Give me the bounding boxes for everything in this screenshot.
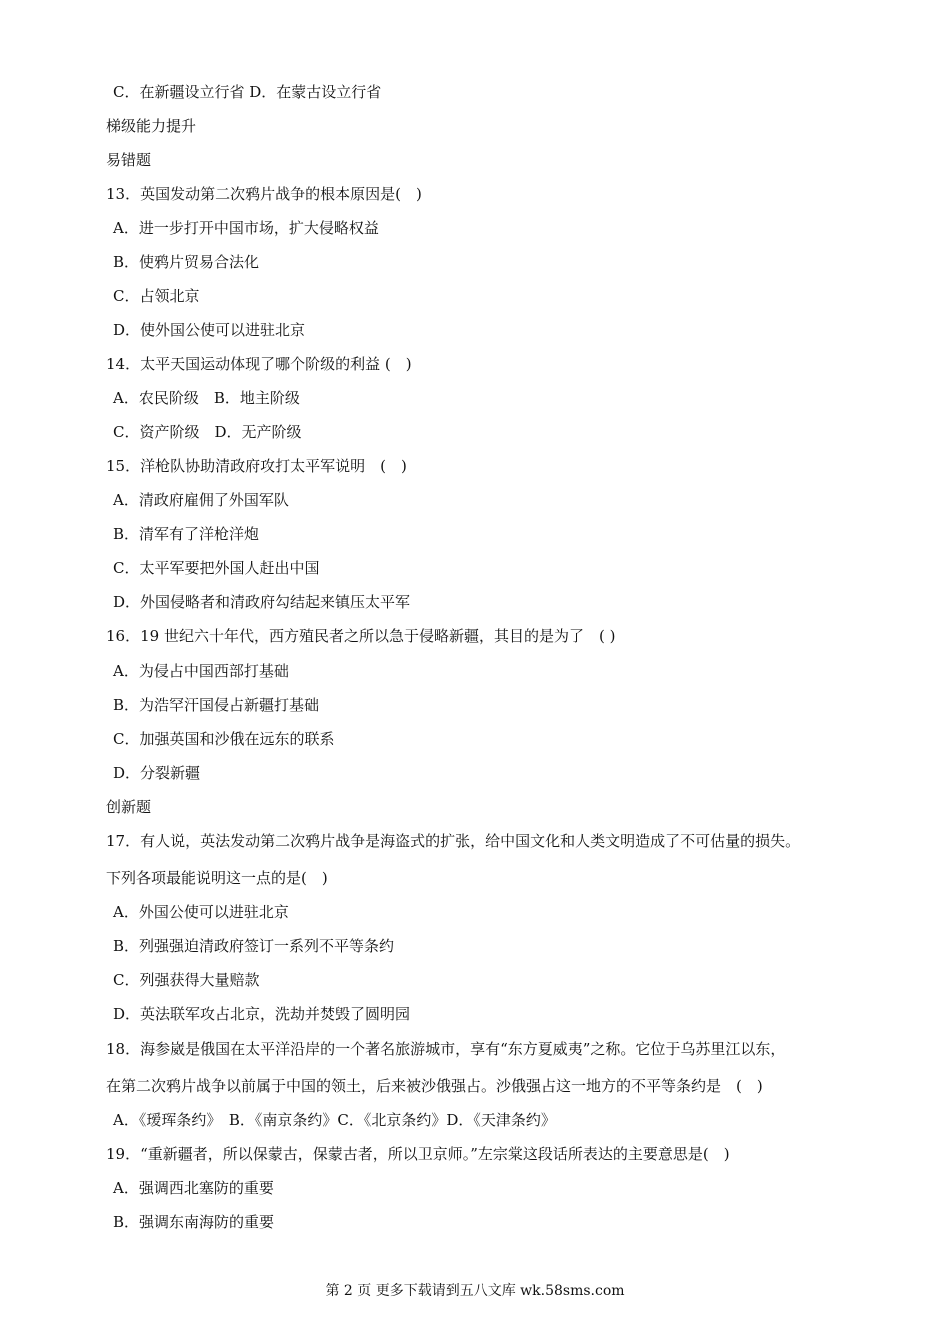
section-heading: 梯级能力提升: [106, 117, 197, 135]
question-14: 14．太平天国运动体现了哪个阶级的利益 ( ): [106, 355, 412, 373]
question-17-cont: 下列各项最能说明这一点的是( ): [106, 869, 328, 887]
question-16: 16．19 世纪六十年代，西方殖民者之所以急于侵略新疆，其目的是为了 ( ): [106, 627, 616, 645]
option-line: A．进一步打开中国市场，扩大侵略权益: [113, 219, 379, 237]
option-line: B．列强强迫清政府签订一系列不平等条约: [113, 937, 395, 955]
option-line: C．加强英国和沙俄在远东的联系: [113, 730, 335, 748]
question-13: 13．英国发动第二次鸦片战争的根本原因是( ): [106, 185, 422, 203]
question-18-cont: 在第二次鸦片战争以前属于中国的领土，后来被沙俄强占。沙俄强占这一地方的不平等条约是 ( ): [106, 1077, 763, 1095]
section-heading: 创新题: [106, 798, 152, 816]
option-line: C．太平军要把外国人赶出中国: [113, 559, 320, 577]
section-heading: 易错题: [106, 151, 152, 169]
question-19: 19．“重新疆者，所以保蒙古，保蒙古者，所以卫京师。”左宗棠这段话所表达的主要意思是( ): [106, 1145, 730, 1163]
option-line: A．《瑷珲条约》 B．《南京条约》C．《北京条约》D．《天津条约》: [113, 1111, 556, 1129]
option-line: C．列强获得大量赔款: [113, 971, 260, 989]
option-line: A．清政府雇佣了外国军队: [113, 491, 289, 509]
option-line: B．清军有了洋枪洋炮: [113, 525, 260, 543]
option-line: C．占领北京: [113, 287, 200, 305]
option-line: B．使鸦片贸易合法化: [113, 253, 260, 271]
question-18: 18．海参崴是俄国在太平洋沿岸的一个著名旅游城市，享有“东方夏威夷”之称。它位于乌苏里江以东，: [106, 1040, 786, 1058]
option-line: B．强调东南海防的重要: [113, 1213, 275, 1231]
option-line: D．使外国公使可以进驻北京: [113, 321, 306, 339]
question-15: 15．洋枪队协助清政府攻打太平军说明 ( ): [106, 457, 407, 475]
option-line: D．英法联军攻占北京，洗劫并焚毁了圆明园: [113, 1005, 411, 1023]
question-17: 17．有人说，英法发动第二次鸦片战争是海盗式的扩张，给中国文化和人类文明造成了不可估量的损失。: [106, 832, 801, 850]
option-line: D．分裂新疆: [113, 764, 201, 782]
option-line: A．外国公使可以进驻北京: [113, 903, 289, 921]
option-line: C．在新疆设立行省 D．在蒙古设立行省: [113, 83, 382, 101]
option-line: A．农民阶级 B．地主阶级: [113, 389, 300, 407]
option-line: C．资产阶级 D．无产阶级: [113, 423, 302, 441]
page-footer: 第 2 页 更多下载请到五八文库 wk.58sms.com: [325, 1283, 625, 1299]
option-line: D．外国侵略者和清政府勾结起来镇压太平军: [113, 593, 411, 611]
option-line: A．强调西北塞防的重要: [113, 1179, 274, 1197]
option-line: B．为浩罕汗国侵占新疆打基础: [113, 696, 320, 714]
option-line: A．为侵占中国西部打基础: [113, 662, 289, 680]
